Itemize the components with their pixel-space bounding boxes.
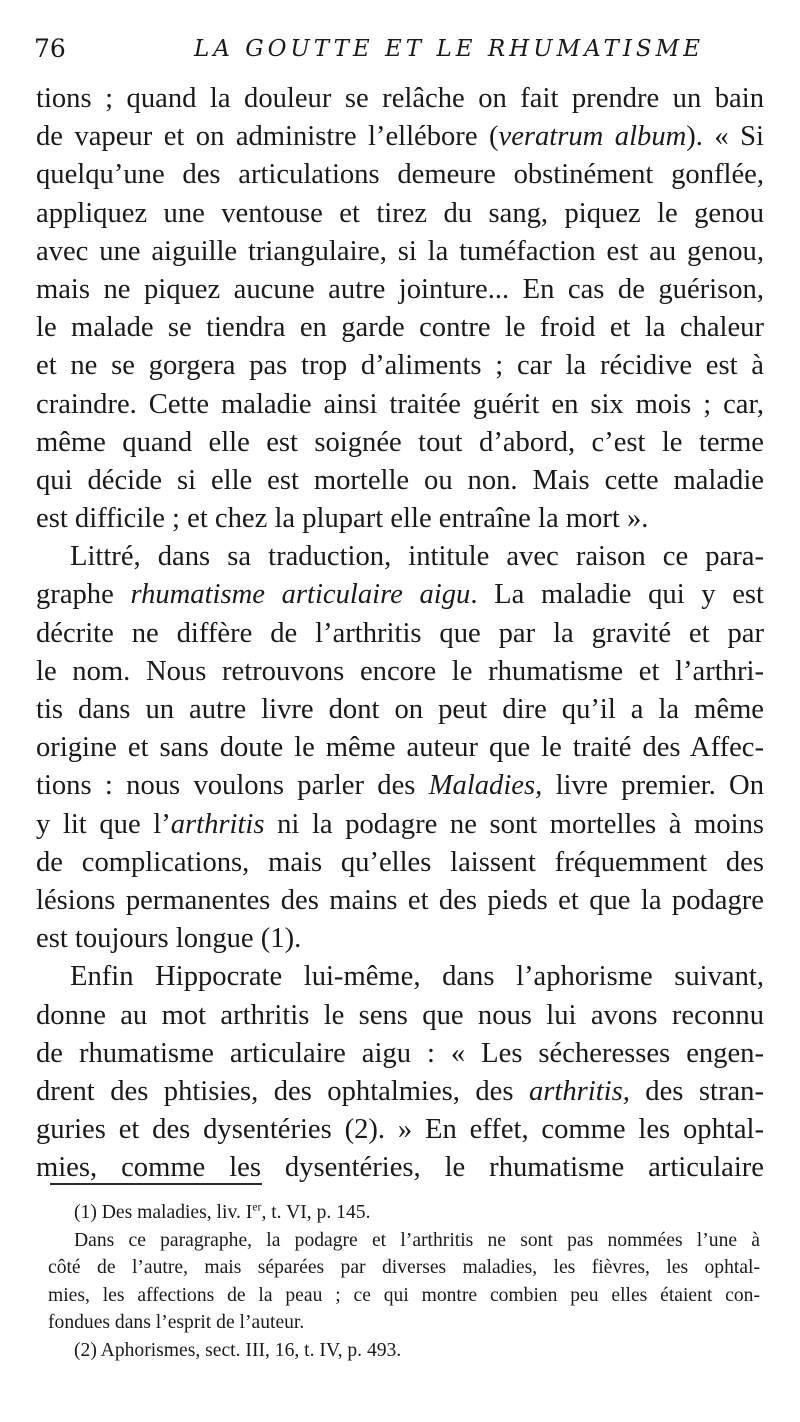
page-header xyxy=(34,34,774,74)
footnote-1-comment-line: mies, les affections de la peau ; ce qui montre combien peu elles étaient con- xyxy=(48,1284,760,1306)
footnote-1-comment-line: côté de l’autre, mais séparées par diverses maladies, les fièvres, les ophtal- xyxy=(48,1257,760,1279)
running-title: LA GOUTTE ET LE RHUMATISME xyxy=(194,36,705,62)
text-line: drent des phtisies, des ophtalmies, des arthritis, des stran- xyxy=(36,1075,764,1107)
text-line: quelqu’une des articulations demeure obstinément gonflée, xyxy=(36,159,764,191)
footnote-1-comment-line: Dans ce paragraphe, la podagre et l’arthritis ne sont pas nommées l’une à xyxy=(74,1229,760,1251)
text-line: décrite ne diffère de l’arthritis que par la gravité et par xyxy=(36,617,764,649)
text-line: guries et des dysentéries (2). » En effet, comme les ophtal- xyxy=(36,1114,764,1146)
text-line: et ne se gorgera pas trop d’aliments ; car la récidive est à xyxy=(36,350,764,382)
text-line: le malade se tiendra en garde contre le froid et la chaleur xyxy=(36,312,764,344)
text-line: qui décide si elle est mortelle ou non. Mais cette maladie xyxy=(36,464,764,496)
text-line: origine et sans doute le même auteur que le traité des Affec- xyxy=(36,732,764,764)
footnotes xyxy=(48,1199,760,1365)
text-line: de vapeur et on administre l’ellébore (veratrum album). « Si xyxy=(36,121,764,153)
text-line: de rhumatisme articulaire aigu : « Les sécheresses engen- xyxy=(36,1037,764,1069)
text-line: est toujours longue (1). xyxy=(36,923,302,955)
text-line: est difficile ; et chez la plupart elle entraîne la mort ». xyxy=(36,503,649,535)
text-line: lésions permanentes des mains et des pieds et que la podagre xyxy=(36,884,764,916)
text-line: de complications, mais qu’elles laissent fréquemment des xyxy=(36,846,764,878)
text-line: le nom. Nous retrouvons encore le rhumatisme et l’arthri- xyxy=(36,655,764,687)
text-line: mais ne piquez aucune autre jointure... En cas de guérison, xyxy=(36,273,764,305)
page-number: 76 xyxy=(34,34,66,63)
text-line: Enfin Hippocrate lui-même, dans l’aphorisme suivant, xyxy=(70,961,764,993)
text-line: avec une aiguille triangulaire, si la tuméfaction est au genou, xyxy=(36,235,764,267)
text-line: tions ; quand la douleur se relâche on fait prendre un bain xyxy=(36,83,764,114)
footnote-2: (2) Aphorismes, sect. III, 16, t. IV, p. 493. xyxy=(74,1339,402,1361)
text-line: mies, comme les dysentéries, le rhumatisme articulaire xyxy=(36,1152,764,1184)
text-line: y lit que l’arthritis ni la podagre ne sont mortelles à moins xyxy=(36,808,764,840)
text-line: tis dans un autre livre dont on peut dire qu’il a la même xyxy=(36,694,764,725)
footnote-divider xyxy=(50,1183,262,1185)
text-line: appliquez une ventouse et tirez du sang, piquez le genou xyxy=(36,197,764,229)
footnote-1-comment-line: fondues dans l’esprit de l’auteur. xyxy=(48,1312,305,1334)
text-line: craindre. Cette maladie ainsi traitée guérit en six mois ; car, xyxy=(36,388,764,420)
footnote-1: (1) Des maladies, liv. Ier, t. VI, p. 145. xyxy=(74,1200,371,1223)
text-line: donne au mot arthritis le sens que nous lui avons reconnu xyxy=(36,999,764,1031)
text-line: même quand elle est soignée tout d’abord, c’est le terme xyxy=(36,426,764,458)
main-text xyxy=(36,80,764,1187)
text-line: Littré, dans sa traduction, intitule avec raison ce para- xyxy=(70,541,764,573)
text-line: tions : nous voulons parler des Maladies, livre premier. On xyxy=(36,770,764,802)
text-line: graphe rhumatisme articulaire aigu. La maladie qui y est xyxy=(36,579,764,611)
